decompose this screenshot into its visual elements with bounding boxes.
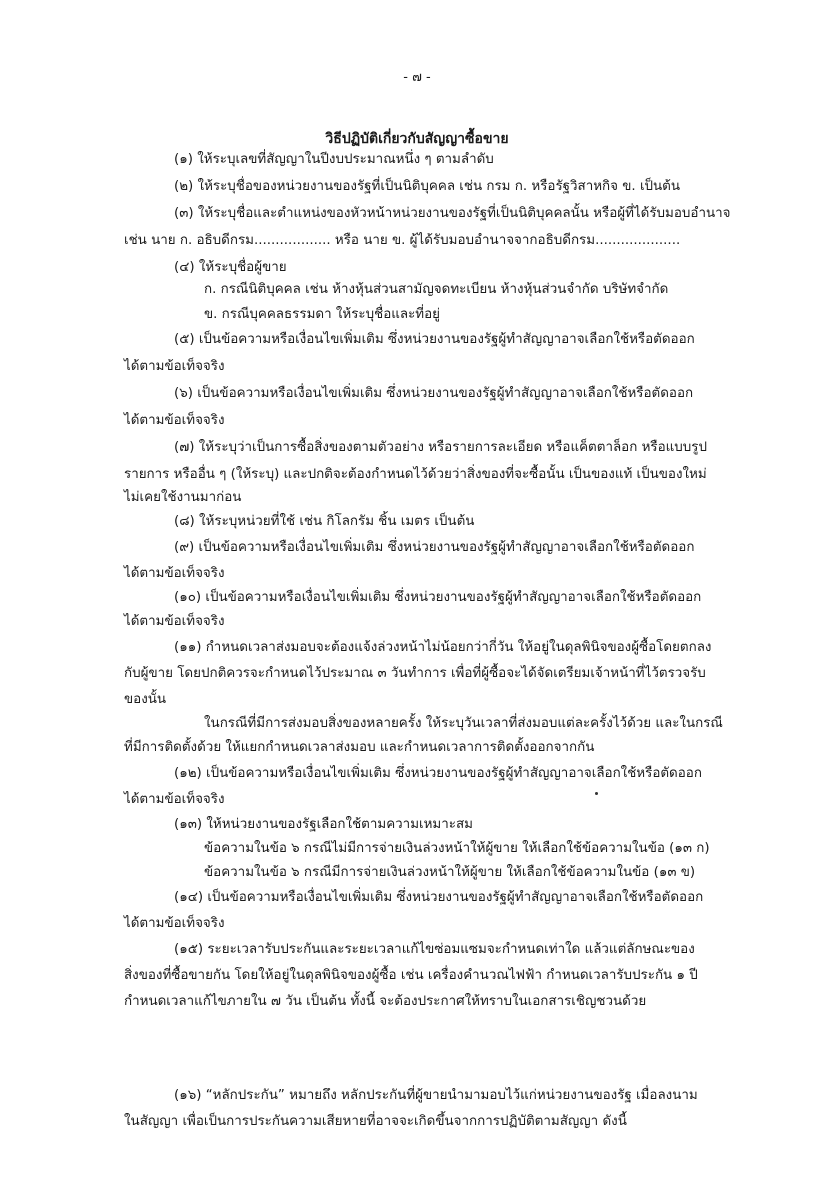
- text-line: เช่น นาย ก. อธิบดีกรม.................. หรือ นาย ข. ผู้ได้รับมอบอำนาจจากอธิบดีกรม....................: [124, 233, 681, 248]
- text-line: ได้ตามข้อเท็จจริง: [124, 614, 225, 629]
- text-line: (๑๑) กำหนดเวลาส่งมอบจะต้องแจ้งล่วงหน้าไม่น้อยกว่ากี่วัน ให้อยู่ในดุลพินิจของผู้ซื้อโดยตกลง: [174, 640, 712, 655]
- text-line: ได้ตามข้อเท็จจริง: [124, 359, 225, 374]
- text-line: (๑๖) “หลักประกัน” หมายถึง หลักประกันที่ผู้ขายนำมามอบไว้แก่หน่วยงานของรัฐ เมื่อลงนาม: [174, 1088, 698, 1103]
- text-line: (๕) เป็นข้อความหรือเงื่อนไขเพิ่มเติม ซึ่งหน่วยงานของรัฐผู้ทำสัญญาอาจเลือกใช้หรือตัดออก: [174, 332, 695, 347]
- stray-mark: [595, 792, 598, 795]
- text-line: (๑๐) เป็นข้อความหรือเงื่อนไขเพิ่มเติม ซึ่งหน่วยงานของรัฐผู้ทำสัญญาอาจเลือกใช้หรือตัดออก: [174, 590, 702, 605]
- text-line: ข้อความในข้อ ๖ กรณีมีการจ่ายเงินล่วงหน้าให้ผู้ขาย ให้เลือกใช้ข้อความในข้อ (๑๓ ข): [204, 865, 696, 880]
- text-line: ข้อความในข้อ ๖ กรณีไม่มีการจ่ายเงินล่วงหน้าให้ผู้ขาย ให้เลือกใช้ข้อความในข้อ (๑๓ ก): [204, 841, 710, 856]
- text-line: (๙) เป็นข้อความหรือเงื่อนไขเพิ่มเติม ซึ่งหน่วยงานของรัฐผู้ทำสัญญาอาจเลือกใช้หรือตัดออก: [174, 540, 695, 555]
- text-line: (๗) ให้ระบุว่าเป็นการซื้อสิ่งของตามตัวอย่าง หรือรายการละเอียด หรือแค็ตตาล็อก หรือแบบรูป: [174, 440, 707, 455]
- page-number: - ๗ -: [403, 70, 431, 85]
- text-line: ในสัญญา เพื่อเป็นการประกันความเสียหายที่อาจจะเกิดขึ้นจากการปฏิบัติตามสัญญา ดังนี้: [124, 1114, 627, 1129]
- text-line: (๑๔) เป็นข้อความหรือเงื่อนไขเพิ่มเติม ซึ่งหน่วยงานของรัฐผู้ทำสัญญาอาจเลือกใช้หรือตัดออก: [174, 890, 704, 905]
- text-line: (๖) เป็นข้อความหรือเงื่อนไขเพิ่มเติม ซึ่งหน่วยงานของรัฐผู้ทำสัญญาอาจเลือกใช้หรือตัดออก: [174, 386, 694, 401]
- text-line: ได้ตามข้อเท็จจริง: [124, 916, 225, 931]
- text-line: ที่มีการติดตั้งด้วย ให้แยกกำหนดเวลาส่งมอบ และกำหนดเวลาการติดตั้งออกจากกัน: [124, 740, 595, 755]
- text-line: (๑) ให้ระบุเลขที่สัญญาในปีงบประมาณหนึ่ง ๆ ตามลำดับ: [174, 152, 494, 167]
- text-line: (๑๓) ให้หน่วยงานของรัฐเลือกใช้ตามความเหมาะสม: [174, 817, 473, 832]
- text-line: ก. กรณีนิติบุคคล เช่น ห้างหุ้นส่วนสามัญจดทะเบียน ห้างหุ้นส่วนจำกัด บริษัทจำกัด: [204, 282, 669, 297]
- text-line: กับผู้ขาย โดยปกติควรจะกำหนดไว้ประมาณ ๓ วันทำการ เพื่อที่ผู้ซื้อจะได้จัดเตรียมเจ้าหน้าที่ไว้ตรวจรับ: [124, 666, 706, 681]
- text-line: ของนั้น: [124, 692, 167, 707]
- text-line: (๔) ให้ระบุชื่อผู้ขาย: [174, 260, 287, 275]
- page-title: วิธีปฏิบัติเกี่ยวกับสัญญาซื้อขาย: [325, 131, 509, 147]
- text-line: ได้ตามข้อเท็จจริง: [124, 413, 225, 428]
- text-line: สิ่งของที่ซื้อขายกัน โดยให้อยู่ในดุลพินิจของผู้ซื้อ เช่น เครื่องคำนวณไฟฟ้า กำหนดเวลารับประกัน ๑ ปี: [124, 968, 698, 983]
- text-line: ไม่เคยใช้งานมาก่อน: [124, 490, 242, 505]
- text-line: ได้ตามข้อเท็จจริง: [124, 566, 225, 581]
- text-line: ในกรณีที่มีการส่งมอบสิ่งของหลายครั้ง ให้ระบุวันเวลาที่ส่งมอบแต่ละครั้งไว้ด้วย และในกรณี: [204, 716, 723, 731]
- text-line: รายการ หรืออื่น ๆ (ให้ระบุ) และปกติจะต้องกำหนดไว้ด้วยว่าสิ่งของที่จะซื้อนั้น เป็นของแท้ เป็นของใหม่: [124, 467, 707, 482]
- text-line: ข. กรณีบุคคลธรรมดา ให้ระบุชื่อและที่อยู่: [204, 307, 440, 322]
- text-line: (๘) ให้ระบุหน่วยที่ใช้ เช่น กิโลกรัม ชิ้น เมตร เป็นต้น: [174, 514, 475, 529]
- text-line: (๓) ให้ระบุชื่อและตำแหน่งของหัวหน้าหน่วยงานของรัฐที่เป็นนิติบุคคลนั้น หรือผู้ที่ได้รับมอบอำนาจ: [174, 206, 731, 221]
- text-line: (๑๒) เป็นข้อความหรือเงื่อนไขเพิ่มเติม ซึ่งหน่วยงานของรัฐผู้ทำสัญญาอาจเลือกใช้หรือตัดออก: [174, 766, 702, 781]
- text-line: กำหนดเวลาแก้ไขภายใน ๗ วัน เป็นต้น ทั้งนี้ จะต้องประกาศให้ทราบในเอกสารเชิญชวนด้วย: [124, 994, 647, 1009]
- text-line: (๑๕) ระยะเวลารับประกันและระยะเวลาแก้ไขซ่อมแซมจะกำหนดเท่าใด แล้วแต่ลักษณะของ: [174, 942, 695, 957]
- text-line: ได้ตามข้อเท็จจริง: [124, 792, 225, 807]
- text-line: (๒) ให้ระบุชื่อของหน่วยงานของรัฐที่เป็นนิติบุคคล เช่น กรม ก. หรือรัฐวิสาหกิจ ข. เป็นต้น: [174, 179, 681, 194]
